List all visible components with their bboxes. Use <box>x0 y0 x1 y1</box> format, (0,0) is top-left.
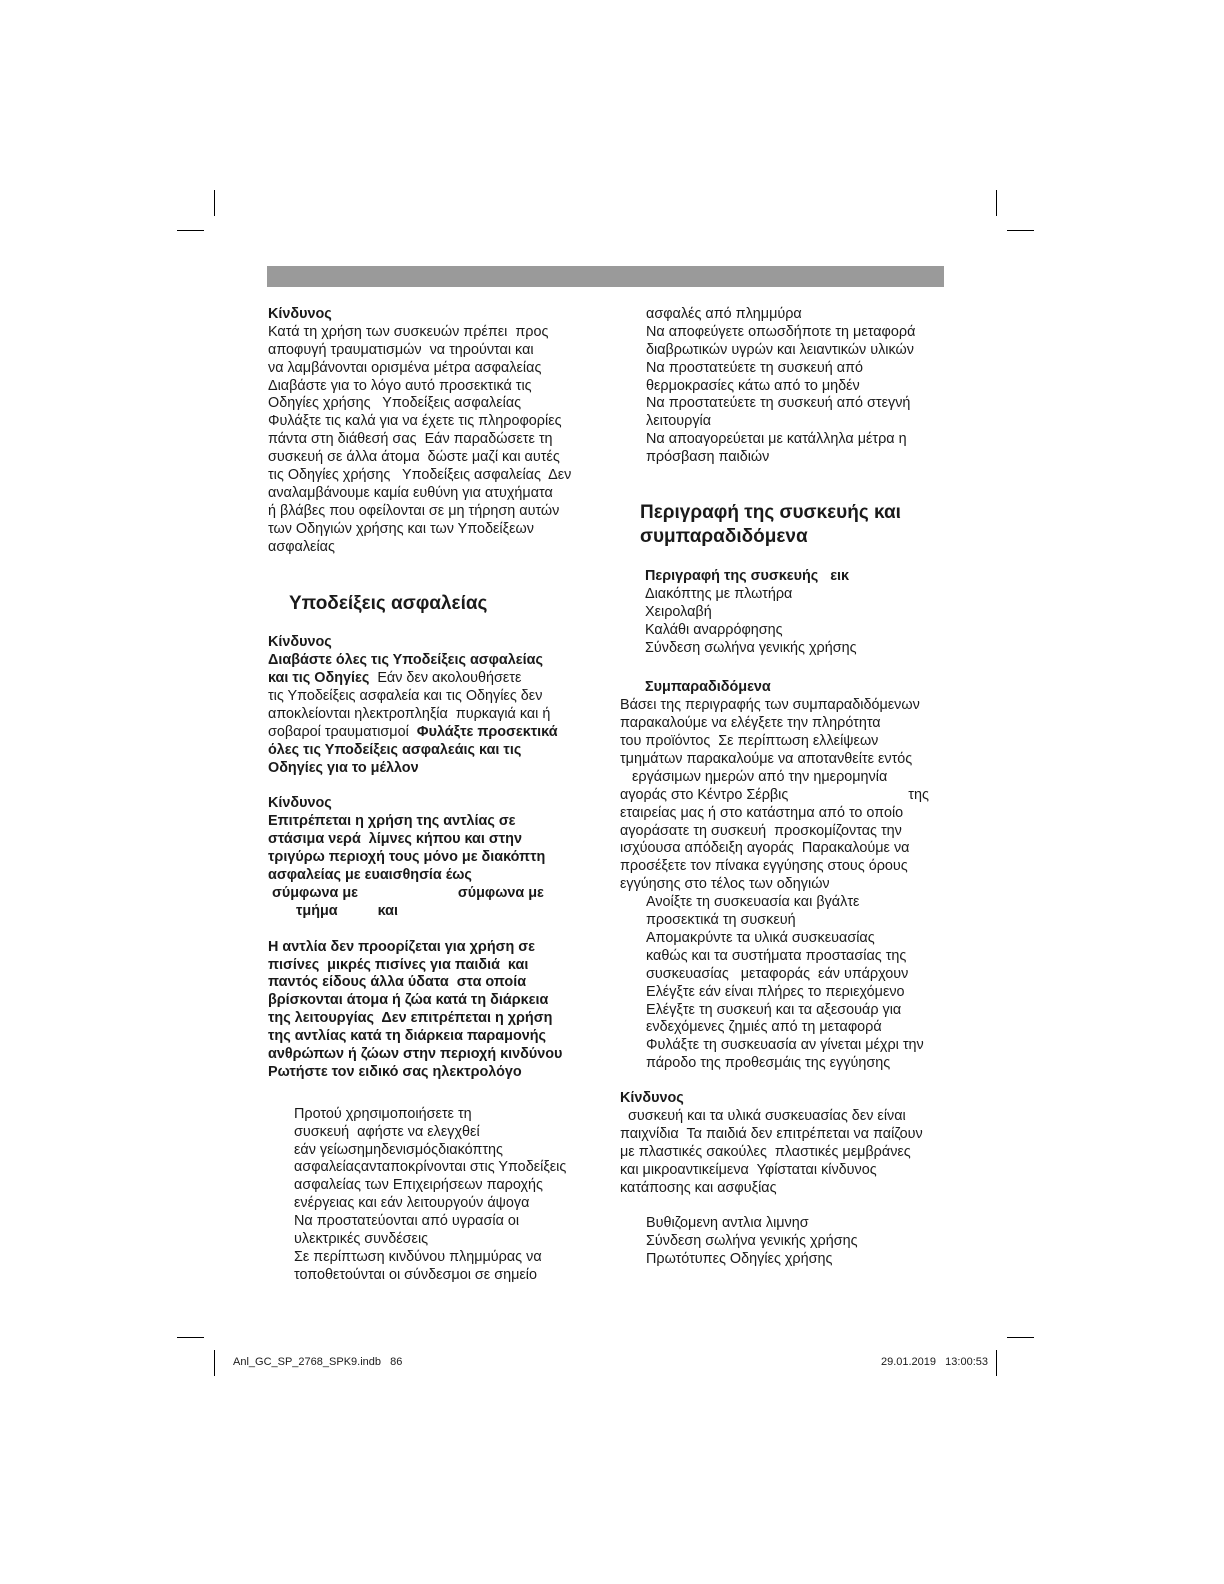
text-line: τις Υποδείξεις ασφαλεία και τις Οδηγίες δεν <box>268 688 543 705</box>
text-line: Ρωτήστε τον ειδικό σας ηλεκτρολόγο <box>268 1063 522 1080</box>
text-line: ασφαλείας <box>268 538 335 555</box>
text-line: Η αντλία δεν προορίζεται για χρήση σε <box>268 938 535 955</box>
text-line: παντός είδους άλλα ύδατα στα οποία <box>268 974 527 991</box>
text-line: ασφαλείαςανταποκρίνονται στις Υποδείξεις <box>294 1159 567 1176</box>
text-line: υλεκτρικές συνδέσεις <box>294 1230 429 1247</box>
danger-heading: Κίνδυνος <box>268 306 332 322</box>
text-line: βρίσκονται άτομα ή ζώα κατά τη διάρκεια <box>268 992 549 1009</box>
text-line: αποκλείονται ηλεκτροπληξία πυρκαγιά και ή <box>268 706 551 723</box>
crop-mark <box>1007 230 1034 231</box>
text-line: Κατά τη χρήση των συσκευών πρέπει προς <box>268 323 549 340</box>
intro-paragraph <box>268 324 598 557</box>
header-bar <box>267 266 944 287</box>
text-line: των Οδηγιών χρήσης και των Υποδείξεων <box>268 520 534 537</box>
text-line: Να προστατεύετε τη συσκευή από στεγνή <box>646 395 911 412</box>
supplied-paragraph <box>620 697 955 894</box>
text-line: εάν γείωσημηδενισμόςδιακόπτης <box>294 1141 503 1158</box>
list-item: συσκευασίας μεταφοράς εάν υπάρχουν <box>646 965 909 982</box>
text-line: παιχνίδια Τα παιδιά δεν επιτρέπεται να παίζουν <box>620 1125 923 1142</box>
text-line: Οδηγίες χρήσης Υποδείξεις ασφαλείας <box>268 395 522 412</box>
text-line: της αντλίας κατά τη διάρκεια παραμονής <box>268 1028 547 1045</box>
text-line: τοποθετούνται οι σύνδεσμοι σε σημείο <box>294 1266 538 1283</box>
list-item: Βυθιζομενη αντλια λιμνησ <box>646 1215 809 1232</box>
text-line: Να προστατεύετε τη συσκευή από <box>646 359 864 376</box>
text-line: ασφαλές από πλημμύρα <box>646 306 802 322</box>
package-contents <box>620 1215 955 1269</box>
text-line: λειτουργία <box>646 413 712 430</box>
text-line: του προϊόντος Σε περίπτωση ελλείψεων <box>620 733 879 750</box>
text-line: πισίνες μικρές πισίνες για παιδιά και <box>268 956 529 973</box>
text-line: Διαβάστε για το λόγο αυτό προσεκτικά τις <box>268 377 532 394</box>
text-line: τμήμα και <box>268 902 399 919</box>
crop-mark <box>214 190 215 216</box>
text-line: Φυλάξτε τις καλά για να έχετε τις πληροφορίες <box>268 413 562 430</box>
list-item: προσεκτικά τη συσκευή <box>646 912 796 929</box>
list-item: Καλάθι αναρρόφησης <box>645 621 783 638</box>
pre-use-checklist <box>268 1106 598 1285</box>
rcd-warning-paragraph <box>268 813 598 920</box>
list-item: Ελέγξτε εάν είναι πλήρες το περιεχόμενο <box>646 983 905 1000</box>
text-line: ισχύουσα απόδειξη αγοράς Παρακαλούμε να <box>620 840 910 857</box>
text-line: της λειτουργίας Δεν επιτρέπεται η χρήση <box>268 1010 553 1027</box>
list-item: Ανοίξτε τη συσκευασία και βγάλτε <box>646 894 860 911</box>
text-line: τμημάτων παρακαλούμε να αποτανθείτε εντός <box>620 751 913 768</box>
text-line: σοβαροί τραυματισμοί Φυλάξτε προσεκτικά <box>268 723 558 740</box>
list-item: πάροδο της προθεσμάις της εγγύησης <box>646 1055 891 1072</box>
text-line: τριγύρω περιοχή τους μόνο με διακόπτη <box>268 849 546 866</box>
right-column <box>620 306 955 1269</box>
text-line: ενέργειας και εάν λειτουργούν άψογα <box>294 1195 530 1212</box>
section-title-description <box>620 501 955 549</box>
text-line: και μικροαντικείμενα Υφίσταται κίνδυνος <box>620 1161 877 1178</box>
list-item: Ελέγξτε τη συσκευή και τα αξεσουάρ για <box>646 1001 902 1018</box>
subsection-heading: Συμπαραδιδόμενα <box>645 679 771 696</box>
list-item: Σύνδεση σωλήνα γενικής χρήσης <box>646 1233 858 1250</box>
list-item: Φυλάξτε τη συσκευασία αν γίνεται μέχρι την <box>646 1037 924 1054</box>
crop-mark <box>177 1337 204 1338</box>
text-line: σύμφωνα με σύμφωνα με <box>268 884 544 901</box>
text-line: συσκευή αφήστε να ελεγχθεί <box>294 1123 480 1140</box>
unpacking-steps <box>620 894 955 1073</box>
subsection-heading: Περιγραφή της συσκευής εικ <box>645 568 850 585</box>
pool-warning-paragraph <box>268 939 598 1082</box>
text-line: πάντα στη διάθεσή σας Εάν παραδώσετε τη <box>268 431 553 448</box>
text-line: Διαβάστε όλες τις Υποδείξεις ασφαλείας <box>268 652 543 669</box>
list-item: Σύνδεση σωλήνα γενικής χρήσης <box>645 639 857 656</box>
text-line: προσέξετε τον πίνακα εγγύησης στους όρους <box>620 858 908 875</box>
text-line: αποφυγή τραυματισμών να τηρούνται και <box>268 341 534 358</box>
text-line: κατάποσης και ασφυξίας <box>620 1179 777 1196</box>
section-title-line: συμπαραδιδόμενα <box>640 526 808 548</box>
safety-continued-list <box>620 306 955 467</box>
text-line: ασφαλείας με ευαισθησία έως <box>268 867 472 884</box>
text-line: Να προστατεύονται από υγρασία οι <box>294 1213 520 1230</box>
text-line: συσκευή και τα υλικά συσκευασίας δεν είναι <box>620 1107 906 1124</box>
packaging-danger-paragraph <box>620 1108 955 1197</box>
text-line: Επιτρέπεται η χρήση της αντλίας σε <box>268 813 516 830</box>
text-line: εταιρείας μας ή στο κατάστημα από το οποίο <box>620 804 904 821</box>
text-line: όλες τις Υποδείξεις ασφαλεάις και τις <box>268 741 522 758</box>
crop-mark <box>214 1350 215 1376</box>
text-line: στάσιμα νερά λίμνες κήπου και στην <box>268 831 522 848</box>
section-title-safety: Υποδείξεις ασφαλείας <box>289 593 488 615</box>
list-item: Πρωτότυπες Οδηγίες χρήσης <box>646 1251 833 1268</box>
text-line: Να αποφεύγετε οπωσδήποτε τη μεταφορά <box>646 323 916 340</box>
crop-mark <box>177 230 204 231</box>
crop-mark <box>1007 1337 1034 1338</box>
device-description <box>620 568 955 657</box>
text-line: θερμοκρασίες κάτω από το μηδέν <box>646 377 860 394</box>
text-line: να λαμβάνονται ορισμένα μέτρα ασφαλείας <box>268 359 542 376</box>
danger-heading: Κίνδυνος <box>268 634 332 651</box>
text-line: αγοράσατε τη συσκευή προσκομίζοντας την <box>620 822 902 839</box>
crop-mark <box>996 1350 997 1376</box>
footer-file-info: Anl_GC_SP_2768_SPK9.indb 86 <box>233 1356 403 1368</box>
list-item: καθώς και τα συστήματα προστασίας της <box>646 947 907 964</box>
text-line: συσκευή σε άλλα άτομα δώστε μαζί και αυτές <box>268 449 560 466</box>
text-line: αγοράς στο Κέντρο Σέρβις της <box>620 786 929 803</box>
text-line: αναλαμβάνουμε καμία ευθύνη για ατυχήματα <box>268 484 553 501</box>
crop-mark <box>996 190 997 216</box>
text-line: εργάσιμων ημερών από την ημερομηνία <box>620 768 888 785</box>
text-line: Βάσει της περιγραφής των συμπαραδιδόμενων <box>620 697 920 714</box>
text-line: Προτού χρησιμοποιήσετε τη <box>294 1105 472 1122</box>
footer-timestamp: 29.01.2019 13:00:53 <box>880 1356 988 1368</box>
text-line: Να αποαγορεύεται με κατάλληλα μέτρα η <box>646 431 907 448</box>
text-line: ανθρώπων ή ζώων στην περιοχή κινδύνου <box>268 1045 563 1062</box>
text-line: εγγύησης στο τέλος των οδηγιών <box>620 876 830 893</box>
left-column <box>268 306 598 1285</box>
list-item: ενδεχόμενες ζημιές από τη μεταφορά <box>646 1019 882 1036</box>
text-line: Οδηγίες για το μέλλον <box>268 759 419 776</box>
text-line: και τις Οδηγίες Εάν δεν ακολουθήσετε <box>268 670 522 687</box>
danger-heading: Κίνδυνος <box>620 1090 684 1107</box>
text-line: Σε περίπτωση κινδύνου πλημμύρας να <box>294 1248 542 1265</box>
text-line: με πλαστικές σακούλες πλαστικές μεμβράνες <box>620 1143 911 1160</box>
text-line: πρόσβαση παιδιών <box>646 449 770 466</box>
list-item: Χειρολαβή <box>645 603 712 620</box>
text-line: ή βλάβες που οφείλονται σε μη τήρηση αυτών <box>268 502 560 519</box>
text-line: διαβρωτικών υγρών και λειαντικών υλικών <box>646 341 914 358</box>
text-line: παρακαλούμε να ελέγξετε την πληρότητα <box>620 715 881 732</box>
danger-heading: Κίνδυνος <box>268 795 332 812</box>
section-title-line: Περιγραφή της συσκευής και <box>640 502 901 524</box>
list-item: Απομακρύντε τα υλικά συσκευασίας <box>646 929 875 946</box>
text-line: τις Οδηγίες χρήσης Υποδείξεις ασφαλείας Δεν <box>268 467 572 484</box>
text-line: ασφαλείας των Επιχειρήσεων παροχής <box>294 1177 543 1194</box>
list-item: Διακόπτης με πλωτήρα <box>645 585 793 602</box>
safety-warning-paragraph <box>268 652 598 777</box>
